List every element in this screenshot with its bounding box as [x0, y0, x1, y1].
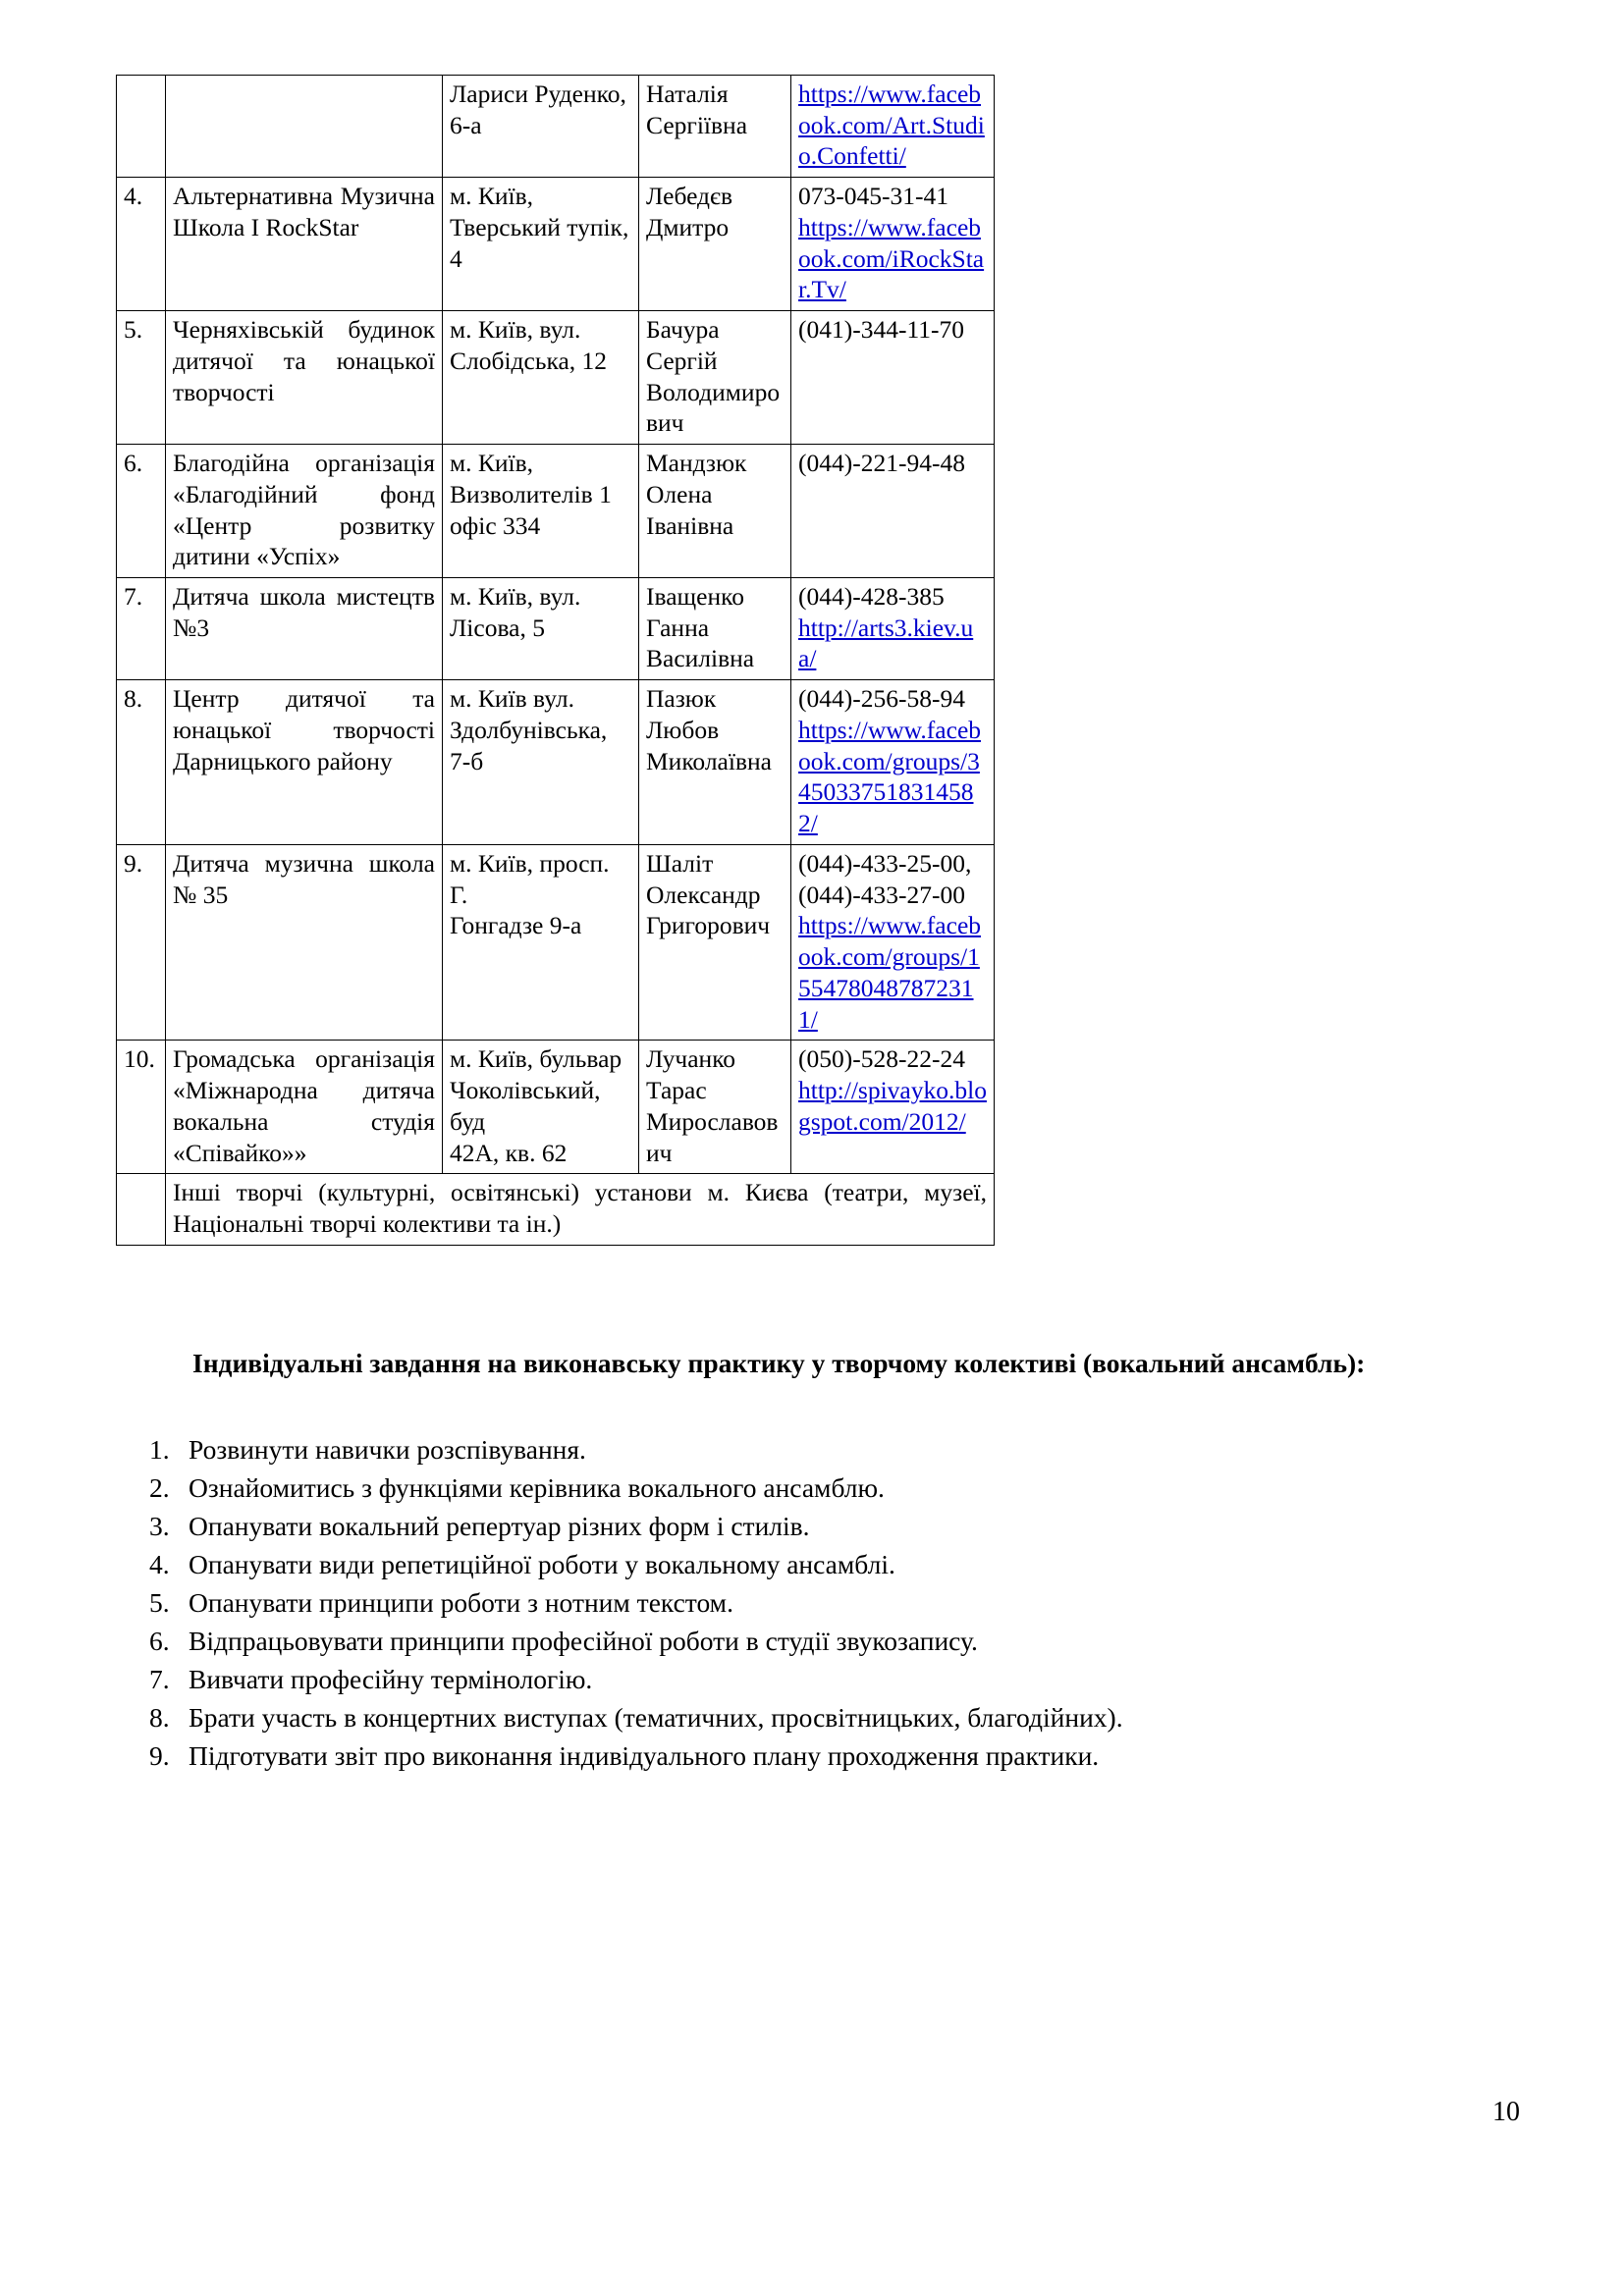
task-text: Опанувати вокальний репертуар різних форм і стилів.	[189, 1510, 810, 1541]
task-item	[149, 1547, 1514, 1583]
cell-footer-note: Інші творчі (культурні, освітянські) установи м. Києва (театри, музеї, Національні творчі колективи та ін.)	[166, 1174, 995, 1245]
cell-address	[443, 680, 639, 845]
task-text: Брати участь в концертних виступах (тематичних, просвітницьких, благодійних).	[189, 1701, 1123, 1733]
person-line: Мирославович	[646, 1106, 779, 1167]
cell-contact-person	[639, 680, 791, 845]
contact-phone: (044)-428-385	[798, 582, 945, 612]
task-item	[149, 1738, 1514, 1775]
person-line: Лучанко	[646, 1044, 736, 1074]
person-line: Володимирович	[646, 377, 781, 438]
cell-contacts	[791, 578, 995, 680]
person-line: Григорович	[646, 911, 771, 940]
task-marker: 2.	[149, 1471, 170, 1503]
task-marker: 8.	[149, 1701, 170, 1733]
cell-number: 8.	[117, 680, 166, 845]
address-line: Визволителів 1	[450, 479, 612, 508]
cell-address	[443, 178, 639, 311]
cell-contact-person	[639, 578, 791, 680]
contact-link[interactable]: http://arts3.kiev.ua/	[798, 613, 974, 673]
tasks-heading	[116, 1346, 1512, 1381]
task-item	[149, 1700, 1514, 1736]
task-marker: 1.	[149, 1434, 170, 1465]
cell-address	[443, 1041, 639, 1174]
cell-contacts	[791, 680, 995, 845]
table-row	[117, 844, 995, 1040]
organizations-table	[116, 75, 995, 1246]
cell-contacts	[791, 1041, 995, 1174]
person-line: Іванівна	[646, 510, 734, 540]
address-line: Здолбунівська, 7-б	[450, 715, 608, 775]
table-row	[117, 578, 995, 680]
table-body	[117, 76, 995, 1246]
task-text: Відпрацьовувати принципи професійної роботи в студії звукозапису.	[189, 1625, 978, 1656]
cell-contact-person	[639, 844, 791, 1040]
address-line: м. Київ, бульвар	[450, 1044, 623, 1074]
task-marker: 9.	[149, 1739, 170, 1771]
address-line: м. Київ, просп. Г.	[450, 848, 610, 909]
cell-number	[117, 76, 166, 178]
person-line: Ганна	[646, 613, 710, 642]
address-line: Лісова, 5	[450, 613, 545, 642]
person-line: Василівна	[646, 644, 755, 673]
table-row	[117, 1041, 995, 1174]
address-line: Гонгадзе 9-а	[450, 911, 582, 940]
table-row	[117, 178, 995, 311]
address-line: Тверський тупік,	[450, 212, 629, 241]
cell-organization-name: Дитяча школа мистецтв №3	[166, 578, 443, 680]
cell-address	[443, 578, 639, 680]
cell-contact-person	[639, 445, 791, 578]
address-line: м. Київ,	[450, 182, 534, 211]
person-line: Сергіївна	[646, 110, 748, 139]
task-item	[149, 1585, 1514, 1622]
contact-link[interactable]: https://www.facebook.com/Art.Studio.Confetti/	[798, 80, 985, 171]
contact-link[interactable]: http://spivayko.blogspot.com/2012/	[798, 1076, 987, 1136]
cell-number: 9.	[117, 844, 166, 1040]
cell-contacts	[791, 178, 995, 311]
address-line: м. Київ,	[450, 449, 534, 478]
cell-address	[443, 311, 639, 445]
cell-address	[443, 844, 639, 1040]
task-text: Опанувати принципи роботи з нотним текстом.	[189, 1586, 733, 1618]
address-line: Слобідська, 12	[450, 346, 608, 375]
person-line: Дмитро	[646, 212, 730, 241]
cell-number: 6.	[117, 445, 166, 578]
task-marker: 4.	[149, 1548, 170, 1579]
cell-number	[117, 1174, 166, 1245]
address-line: офіс 334	[450, 510, 541, 540]
address-line: м. Київ, вул.	[450, 315, 581, 345]
table-row-footer	[117, 1174, 995, 1245]
contact-link[interactable]: https://www.facebook.com/groups/3450337518314582/	[798, 715, 982, 838]
contact-phone: (041)-344-11-70	[798, 315, 965, 345]
tasks-heading-text: Індивідуальні завдання на виконавську практику у творчому колективі (вокальний ансамбль):	[192, 1348, 1366, 1378]
task-text: Підготувати звіт про виконання індивідуального плану проходження практики.	[189, 1739, 1100, 1771]
task-item	[149, 1624, 1514, 1660]
page-number: 10	[1492, 2097, 1520, 2127]
table-row	[117, 76, 995, 178]
person-line: Лебедєв	[646, 182, 733, 211]
task-marker: 7.	[149, 1663, 170, 1694]
task-text: Опанувати види репетиційної роботи у вокальному ансамблі.	[189, 1548, 895, 1579]
cell-contact-person	[639, 76, 791, 178]
cell-address	[443, 76, 639, 178]
contact-link[interactable]: https://www.facebook.com/iRockStar.Tv/	[798, 212, 985, 304]
cell-contacts	[791, 445, 995, 578]
task-text: Вивчати професійну термінологію.	[189, 1663, 593, 1694]
person-line: Мандзюк	[646, 449, 747, 478]
cell-number: 5.	[117, 311, 166, 445]
task-item	[149, 1470, 1514, 1507]
task-marker: 5.	[149, 1586, 170, 1618]
cell-number: 10.	[117, 1041, 166, 1174]
cell-contacts	[791, 844, 995, 1040]
address-line: Чоколівський, буд	[450, 1076, 601, 1136]
task-item	[149, 1662, 1514, 1698]
cell-contacts	[791, 311, 995, 445]
cell-contact-person	[639, 178, 791, 311]
address-line: м. Київ, вул.	[450, 582, 581, 612]
contact-phone: (044)-433-25-00,	[798, 848, 972, 878]
contact-phone: 073-045-31-41	[798, 182, 948, 211]
cell-number: 4.	[117, 178, 166, 311]
table-row	[117, 680, 995, 845]
table-row	[117, 445, 995, 578]
contact-phone: (044)-433-27-00	[798, 880, 965, 909]
address-line: Лариси Руденко,	[450, 80, 626, 108]
contact-link[interactable]: https://www.facebook.com/groups/1554780487872311/	[798, 911, 982, 1034]
cell-organization-name: Черняхівській будинок дитячої та юнацької творчості	[166, 311, 443, 445]
cell-organization-name	[166, 76, 443, 178]
address-line: 4	[450, 243, 462, 273]
cell-organization-name: Центр дитячої та юнацької творчості Дарницького району	[166, 680, 443, 845]
task-marker: 6.	[149, 1625, 170, 1656]
contact-phone: (044)-256-58-94	[798, 684, 965, 714]
person-line: Олена	[646, 479, 713, 508]
task-marker: 3.	[149, 1510, 170, 1541]
contact-phone: (044)-221-94-48	[798, 449, 965, 478]
cell-address	[443, 445, 639, 578]
cell-organization-name: Громадська організація «Міжнародна дитяча вокальна студія «Співайко»»	[166, 1041, 443, 1174]
address-line: м. Київ вул.	[450, 684, 574, 714]
address-line: 6-а	[450, 110, 482, 139]
contact-phone: (050)-528-22-24	[798, 1044, 965, 1074]
cell-contacts	[791, 76, 995, 178]
person-line: Пазюк Любов	[646, 684, 720, 744]
person-line: Іващенко	[646, 582, 744, 612]
tasks-list	[149, 1432, 1514, 1777]
task-text: Розвинути навички розспівування.	[189, 1434, 586, 1465]
task-item	[149, 1432, 1514, 1468]
table-row	[117, 311, 995, 445]
person-line: Бачура Сергій	[646, 315, 720, 375]
cell-organization-name: Дитяча музична школа № 35	[166, 844, 443, 1040]
cell-contact-person	[639, 311, 791, 445]
task-item	[149, 1509, 1514, 1545]
person-line: Олександр	[646, 880, 761, 909]
person-line: Тарас	[646, 1076, 707, 1105]
address-line: 42А, кв. 62	[450, 1138, 568, 1167]
person-line: Наталія	[646, 80, 729, 108]
cell-organization-name: Благодійна організація «Благодійний фонд «Центр розвитку дитини «Успіх»	[166, 445, 443, 578]
cell-number: 7.	[117, 578, 166, 680]
cell-organization-name: Альтернативна Музична Школа І RockStar	[166, 178, 443, 311]
person-line: Миколаївна	[646, 746, 772, 775]
task-text: Ознайомитись з функціями керівника вокального ансамблю.	[189, 1471, 885, 1503]
person-line: Шаліт	[646, 848, 714, 878]
cell-contact-person	[639, 1041, 791, 1174]
